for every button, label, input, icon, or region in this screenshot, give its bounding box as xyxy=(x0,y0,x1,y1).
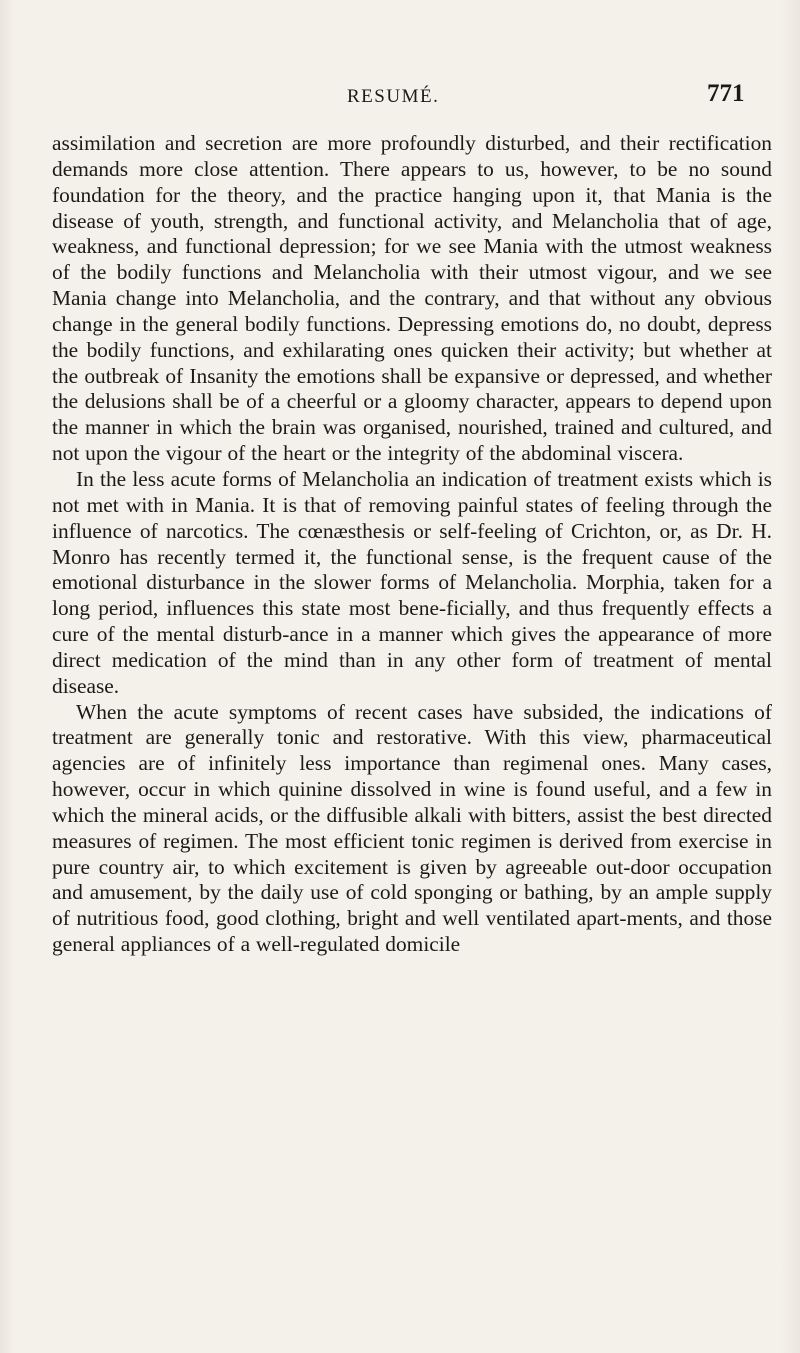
running-title: RESUMÉ. xyxy=(347,86,440,107)
body-text xyxy=(52,131,772,958)
page-number: 771 xyxy=(707,80,745,107)
running-head xyxy=(0,80,800,116)
paragraph-continued: assimilation and secretion are more profoundly disturbed, and their rectification demands more close attention. There appears to us, however, to be no sound foundation for the theory, and the practice hanging upon it, that Mania is the disease of youth, strength, and functional activity, and Melancholia that of age, weakness, and functional depression; for we see Mania with the utmost weakness of the bodily functions and Melancholia with their utmost vigour, and we see Mania change into Melancholia, and the contrary, and that without any obvious change in the general bodily functions. Depressing emotions do, no doubt, depress the bodily functions, and exhilarating ones quicken their activity; but whether at the outbreak of Insanity the emotions shall be expansive or depressed, and whether the delusions shall be of a cheerful or a gloomy character, appears to depend upon the manner in which the brain was organised, nourished, trained and cultured, and not upon the vigour of the heart or the integrity of the abdominal viscera. xyxy=(52,131,772,466)
paragraph-melancholia-treatment: In the less acute forms of Melancholia an indication of treatment exists which is not met with in Mania. It is that of removing painful states of feeling through the influence of narcotics. The cœnæsthesis or self-feeling of Crichton, or, as Dr. H. Monro has recently termed it, the functional sense, is the frequent cause of the emotional disturbance in the slower forms of Melancholia. Morphia, taken for a long period, influences this state most bene-ficially, and thus frequently effects a cure of the mental disturb-ance in a manner which gives the appearance of more direct medication of the mind than in any other form of treatment of mental disease. xyxy=(52,466,772,698)
paragraph-tonic-regimen: When the acute symptoms of recent cases have subsided, the indications of treatment are generally tonic and restorative. With this view, pharmaceutical agencies are of infinitely less importance than regimenal ones. Many cases, however, occur in which quinine dissolved in wine is found useful, and a few in which the mineral acids, or the diffusible alkali with bitters, assist the best directed measures of regimen. The most efficient tonic regimen is derived from exercise in pure country air, to which excitement is given by agreeable out-door occupation and amusement, by the daily use of cold sponging or bathing, by an ample supply of nutritious food, good clothing, bright and well ventilated apart-ments, and those general appliances of a well-regulated domicile xyxy=(52,699,772,957)
